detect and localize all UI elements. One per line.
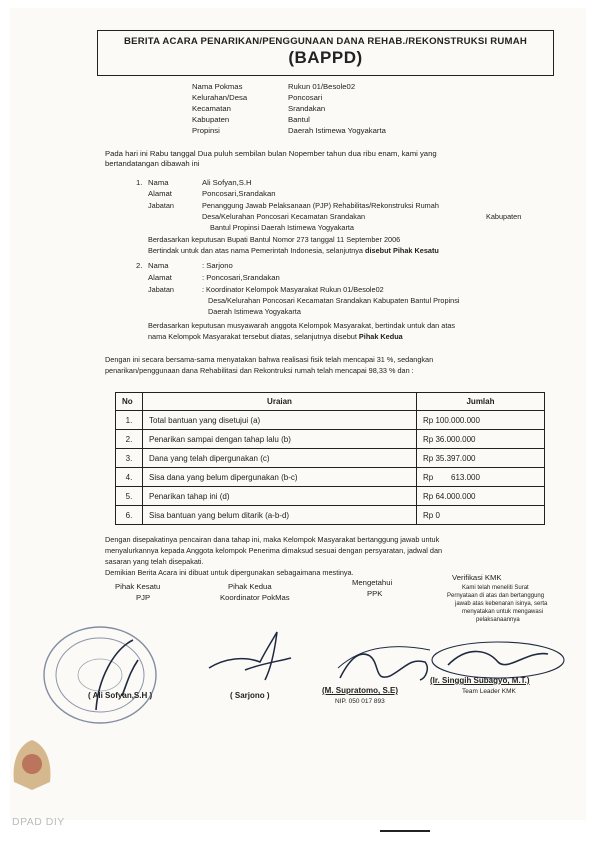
sig3-role: Mengetahui (352, 578, 393, 587)
party1-acting-text: Bertindak untuk dan atas nama Pemerintah Indonesia, selanjutnya (148, 246, 366, 255)
title-box (97, 30, 554, 76)
sig3-name: (M. Supratomo, S.E) (322, 686, 398, 695)
party2-basis-text: nama Kelompok Masyarakat tersebut diatas, selanjutnya disebut (148, 332, 359, 341)
sig4-note-2: Pernyataan di atas dan bertanggung (447, 593, 545, 599)
sig4-note-5: pelaksanaannya (476, 617, 520, 623)
label-propinsi: Propinsi (192, 126, 220, 135)
closing-line-3: sasaran yang telah disepakati. (105, 557, 204, 566)
row-jumlah: Rp 64.000.000 (417, 487, 545, 506)
party2-jabatan-line3: Daerah Istimewa Yogyakarta (208, 307, 301, 316)
row-no: 5. (116, 487, 143, 506)
party1-acting-role: disebut Pihak Kesatu (365, 246, 439, 255)
sig1-role: Pihak Kesatu (115, 582, 161, 591)
row-uraian: Sisa bantuan yang belum ditarik (a-b-d) (143, 506, 417, 525)
sig1-name: ( Ali Sofyan,S.H ) (88, 691, 153, 700)
sig3-sub: PPK (367, 589, 383, 598)
party2-jabatan-label: Jabatan (148, 285, 174, 294)
sig4-title: Team Leader KMK (462, 688, 516, 695)
party2-alamat-label: Alamat (148, 273, 172, 282)
row-no: 4. (116, 468, 143, 487)
table-row (116, 411, 545, 430)
row-no: 1. (116, 411, 143, 430)
party1-acting (148, 246, 439, 256)
official-stamp-icon (38, 620, 168, 730)
signature-supratomo-icon (330, 638, 440, 693)
closing-line-1: Dengan disepakatinya pencairan dana tahap ini, maka Kelompok Masyarakat bertanggung jawab untuk (105, 535, 440, 544)
party2-basis-role: Pihak Kedua (358, 332, 403, 341)
table-row (116, 468, 545, 487)
table-header-row (116, 393, 545, 411)
label-nama-pokmas: Nama Pokmas (192, 82, 243, 91)
party1-number: 1. (136, 178, 143, 187)
table-row (116, 506, 545, 525)
label-kecamatan: Kecamatan (192, 104, 231, 113)
sig2-sub: Koordinator PokMas (220, 593, 290, 602)
table-row (116, 430, 545, 449)
row-no: 2. (116, 430, 143, 449)
sig4-note-4: menyatakan untuk mengawasi (462, 609, 544, 615)
sig4-role: Verifikasi KMK (452, 573, 502, 582)
statement-line-1: Dengan ini secara bersama-sama menyatakan bahwa realisasi fisik telah mencapai 31 %, sedangkan (105, 355, 434, 364)
party1-basis: Berdasarkan keputusan Bupati Bantul Nomor 273 tanggal 11 September 2006 (148, 235, 401, 244)
table-row (116, 449, 545, 468)
party1-jabatan-line2: Desa/Kelurahan Poncosari Kecamatan Srandakan (202, 212, 366, 221)
intro-line-1: Pada hari ini Rabu tanggal Dua puluh sembilan bulan Nopember tahun dua ribu enam, kami yang (105, 149, 437, 158)
party1-jabatan-kabupaten: Kabupaten (486, 212, 522, 221)
sig2-name: ( Sarjono ) (230, 691, 270, 700)
party2-jabatan-line2: Desa/Kelurahan Poncosari Kecamatan Srandakan Kabupaten Bantul Propinsi (208, 296, 460, 305)
row-jumlah: Rp 0 (417, 506, 545, 525)
sig3-nip: NIP. 050 017 893 (335, 698, 385, 705)
party2-number: 2. (136, 261, 143, 270)
value-nama-pokmas: Rukun 01/Besole02 (288, 82, 356, 91)
party2-alamat: : Poncosari,Srandakan (202, 273, 280, 282)
statement-line-2: penarikan/penggunaan dana Rehabilitasi dan Rekontruksi rumah telah mencapai 98,33 % dan : (105, 366, 414, 375)
value-kecamatan: Srandakan (288, 104, 326, 113)
watermark-text: DPAD DIY (12, 816, 65, 828)
header-uraian: Uraian (143, 393, 417, 411)
value-kelurahan: Poncosari (288, 93, 323, 102)
header-no: No (116, 393, 143, 411)
row-uraian: Sisa dana yang belum dipergunakan (b-c) (143, 468, 417, 487)
closing-line-2: menyalurkannya kepada Anggota kelompok Penerima dimaksud sesuai dengan persyaratan, jadwal dan (105, 546, 443, 555)
party2-jabatan-line1: : Koordinator Kelompok Masyarakat Rukun 01/Besole02 (202, 285, 384, 294)
party1-jabatan-label: Jabatan (148, 201, 174, 210)
row-jumlah: Rp 100.000.000 (417, 411, 545, 430)
row-jumlah: Rp 36.000.000 (417, 430, 545, 449)
row-uraian: Dana yang telah dipergunakan (c) (143, 449, 417, 468)
bottom-bar (380, 830, 430, 832)
signature-sarjono-icon (205, 628, 295, 688)
row-jumlah: Rp 613.000 (417, 468, 545, 487)
sig4-name: (Ir. Singgih Subagyo, M.T.) (430, 676, 530, 685)
closing-line-4: Demikian Berita Acara ini dibuat untuk dipergunakan sebagaimana mestinya. (105, 568, 354, 577)
party2-basis-line2 (148, 332, 403, 342)
sig2-role: Pihak Kedua (228, 582, 272, 591)
table-row (116, 487, 545, 506)
document-page (10, 8, 586, 820)
party1-alamat: Poncosari,Srandakan (202, 189, 276, 198)
party2-basis-line1: Berdasarkan keputusan musyawarah anggota Kelompok Masyarakat, bertindak untuk dan atas (148, 321, 456, 330)
party1-alamat-label: Alamat (148, 189, 172, 198)
sig4-note-1: Kami telah meneliti Surat (462, 585, 529, 591)
sig1-sub: PJP (136, 593, 151, 602)
party1-jabatan-line3: Bantul Propinsi Daerah Istimewa Yogyakarta (210, 223, 354, 232)
party2-nama: : Sarjono (202, 261, 233, 270)
value-kabupaten: Bantul (288, 115, 310, 124)
row-no: 3. (116, 449, 143, 468)
document-title: BERITA ACARA PENARIKAN/PENGGUNAAN DANA REHAB./REKONSTRUKSI RUMAH (124, 36, 527, 47)
row-jumlah: Rp 35.397.000 (417, 449, 545, 468)
document-acronym: (BAPPD) (288, 48, 363, 67)
row-uraian: Penarikan sampai dengan tahap lalu (b) (143, 430, 417, 449)
row-no: 6. (116, 506, 143, 525)
row-uraian: Penarikan tahap ini (d) (143, 487, 417, 506)
party2-nama-label: Nama (148, 261, 169, 270)
label-kelurahan: Kelurahan/Desa (192, 93, 248, 102)
sig4-note-3: jawab atas kebenaran isinya, serta (455, 601, 548, 607)
party1-nama-label: Nama (148, 178, 169, 187)
funds-table (115, 392, 545, 525)
label-kabupaten: Kabupaten (192, 115, 230, 124)
provincial-emblem-icon (10, 736, 55, 794)
value-propinsi: Daerah Istimewa Yogyakarta (288, 126, 386, 135)
party1-nama: Ali Sofyan,S.H (202, 178, 252, 187)
header-jumlah: Jumlah (417, 393, 545, 411)
party1-jabatan-line1: Penanggung Jawab Pelaksanaan (PJP) Rehabilitas/Rekonstruksi Rumah (202, 201, 439, 210)
row-uraian: Total bantuan yang disetujui (a) (143, 411, 417, 430)
intro-line-2: bertandatangan dibawah ini (105, 159, 200, 168)
